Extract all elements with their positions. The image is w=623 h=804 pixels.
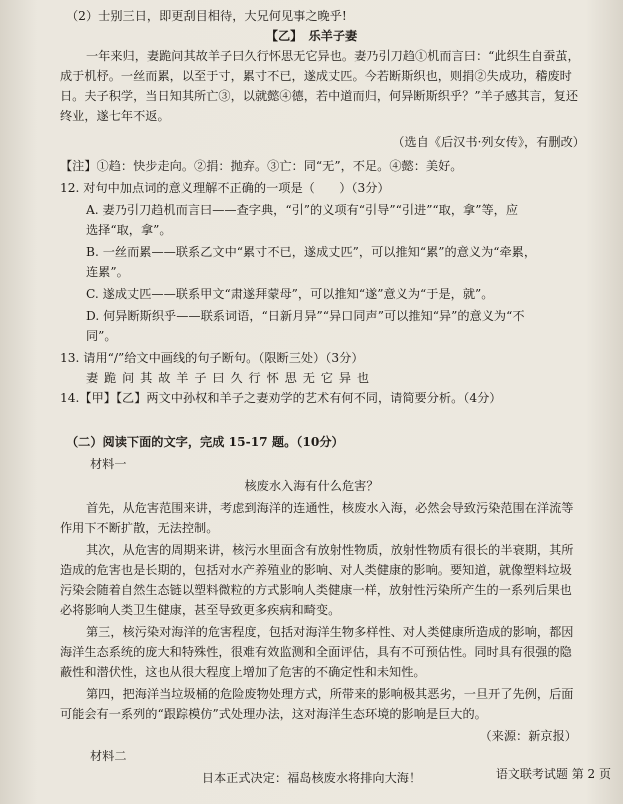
q11-tail: （2）士别三日，即更刮目相待，大兄何见事之晚乎! <box>66 9 347 23</box>
m1-p3-line-2: 海洋生态系统的庞大和特殊性，很难有效监测和全面评估，具有不可预估性。同时具有很强的隐 <box>60 645 572 659</box>
q12-option-b-cont: 连累”。 <box>86 265 129 279</box>
passage-b-line-3: 日。夫子积学，当日知其所亡③，以就懿④德，若中道而归，何异断斯织乎？”羊子感其言，复还 <box>60 89 579 103</box>
passage-b-source: （选自《后汉书·列女传》，有删改） <box>392 135 585 149</box>
material-1-label: 材料一 <box>90 457 127 471</box>
m1-p4-line-2: 可能会有一系列的“跟踪模仿”式处理办法，这对海洋生态环境的影响是巨大的。 <box>60 707 487 721</box>
q12-option-a-cont: 选择“取，拿”。 <box>86 223 172 237</box>
m1-p3-line-1: 第三，核污染对海洋的危害程度，包括对海洋生物多样性、对人类健康所造成的影响，都因 <box>86 625 574 639</box>
m1-p2-line-1: 其次，从危害的周期来讲，核污水里面含有放射性物质，放射性物质有很长的半衰期，其所 <box>86 543 574 557</box>
m1-p2-line-3: 污染会随着自然生态链以塑料微粒的方式影响人类健康一样，放射性污染所产生的一系列后果也 <box>60 583 572 597</box>
q13-sentence: 妻 跪 问 其 故 羊 子 曰 久 行 怀 思 无 它 异 也 <box>86 371 371 385</box>
m1-p3-line-3: 蔽性和潜伏性，这也从很大程度上增加了危害的不确定性和未知性。 <box>60 665 426 679</box>
question-12: 12. 对句中加点词的意义理解不正确的一项是（ ）（3分） <box>60 181 390 195</box>
notes: 【注】①趋：快步走向。②捐：抛弃。③亡：同“无”，不足。④懿：美好。 <box>60 159 463 173</box>
passage-b-title: 【乙】 乐羊子妻 <box>265 29 358 43</box>
q12-option-d: D. 何异断斯织乎——联系词语，“日新月异”“异口同声”可以推知“异”的意义为“不 <box>86 309 525 323</box>
m1-p1-line-1: 首先，从危害范围来讲，考虑到海洋的连通性，核废水入海，必然会导致污染范围在洋流等 <box>86 501 574 515</box>
material-2-label: 材料二 <box>90 749 127 763</box>
q12-option-a: A. 妻乃引刀趋机而言曰——查字典，“引”的义项有“引导”“引进”“取，拿”等，应 <box>86 203 519 217</box>
material-1-title: 核废水入海有什么危害？ <box>244 479 379 493</box>
section-two-heading: （二）阅读下面的文字，完成 15-17 题。（10分） <box>66 435 344 449</box>
material-2-title: 日本正式决定：福岛核废水将排向大海！ <box>201 771 422 785</box>
question-14: 14.【甲】【乙】两文中孙权和羊子之妻劝学的艺术有何不同，请简要分析。（4分） <box>60 391 502 405</box>
m1-p2-line-4: 必将影响人类卫生健康，甚至导致更多疾病和畸变。 <box>60 603 341 617</box>
m1-p4-line-1: 第四，把海洋当垃圾桶的危险废物处理方式，所带来的影响极其恶劣，一旦开了先例，后面 <box>86 687 574 701</box>
q12-option-c: C. 遂成丈匹——联系甲文“肃遂拜蒙母”，可以推知“遂”意义为“于是，就”。 <box>86 287 494 301</box>
passage-b-line-1: 一年来归，妻跪问其故羊子曰久行怀思无它异也。妻乃引刀趋①机而言曰：“此织生自蚕茧， <box>86 49 580 63</box>
m1-p2-line-2: 造成的危害也是长期的，包括对水产养殖业的影响、对人类健康的影响。要知道，就像塑料垃圾 <box>60 563 572 577</box>
page-footer: 语文联考试题 第 2 页 <box>495 767 611 781</box>
passage-b-line-2: 成于机杼。一丝而累，以至于寸，累寸不已，遂成丈匹。今若断斯织也，则捐②失成功，稽废时 <box>60 69 572 83</box>
q12-option-b: B. 一丝而累——联系乙文中“累寸不已，遂成丈匹”，可以推知“累”的意义为“牵累， <box>86 245 537 259</box>
m1-p1-line-2: 作用下不断扩散，无法控制。 <box>60 521 219 535</box>
question-13: 13. 请用“/”给文中画线的句子断句。（限断三处）（3分） <box>60 351 364 365</box>
passage-b-line-4: 终业，遂七年不返。 <box>60 109 170 123</box>
q12-option-d-cont: 同”。 <box>86 329 117 343</box>
material-1-source: （来源：新京报） <box>479 729 577 743</box>
